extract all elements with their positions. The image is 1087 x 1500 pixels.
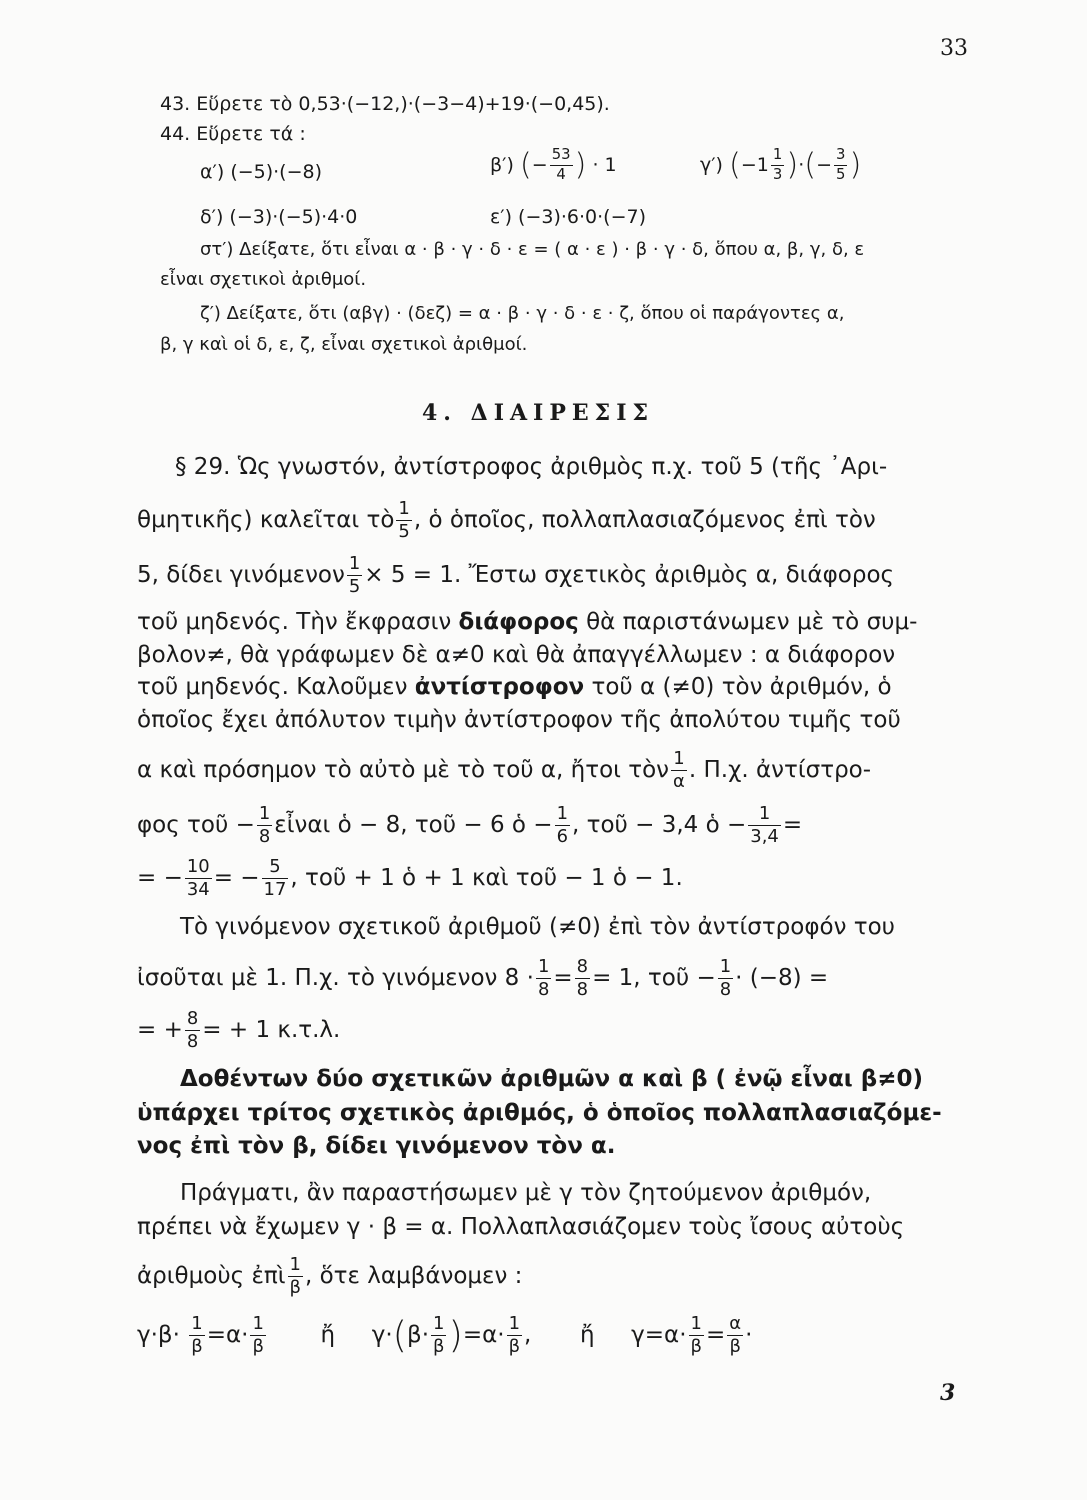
body-line-1 [175,452,887,482]
text: = + [137,1016,183,1043]
paren: ( [519,147,532,183]
paren: ( [729,147,741,183]
denominator: 17 [263,878,287,900]
denominator: 6 [556,825,568,847]
expr: (−3)·6·0·(−7) [518,206,647,228]
text: = [553,964,573,991]
minus2: − [816,153,833,176]
numerator: 1 [252,1313,264,1334]
body-line-6 [137,672,892,702]
denominator: β [508,1335,521,1357]
denominator: 8 [258,825,271,847]
expr: (−5)·(−8) [230,161,323,183]
exercise-44-a [200,160,322,184]
eq-part: β· [407,1321,430,1348]
fraction-ten-34 [185,858,212,899]
eq-or: ἤ [320,1321,336,1348]
denominator: β [433,1335,445,1357]
denominator: β [727,1335,743,1356]
denominator: 5 [348,575,361,597]
text: τοῦ α (≠0) τὸν ἀριθμόν, ὁ [591,674,892,700]
fraction-one-sixth [555,805,570,846]
text: = − [213,864,260,891]
label: β′) [490,153,514,176]
minus: − [531,153,548,176]
text: 5, δίδει γινόμενον [137,561,345,588]
exercise-44-c [700,148,861,183]
fraction-five-17 [262,858,289,899]
label: α′) [200,161,225,183]
text: ἀριθμοὺς ἐπὶ [137,1262,286,1289]
dot: · [798,153,805,176]
paren: ( [392,1313,408,1357]
paren: ) [574,147,587,183]
numerator: 1 [758,803,771,824]
paren: ) [786,147,799,183]
numerator: 1 [556,803,568,824]
exercise-44-z-line2: β, γ καὶ οἱ δ, ε, ζ, εἶναι σχετικοὶ ἀριθμοί. [160,334,528,355]
text: , τοῦ − 3,4 ὁ − [571,811,747,838]
body-line-7: ὁποῖος ἔχει ἀπόλυτον τιμὴν ἀντίστροφον τῆς ἀπολύτου τιμῆς τοῦ [137,707,901,733]
fraction-one-alpha [671,750,687,791]
body-line-10 [137,858,683,899]
numerator: α [729,1313,742,1334]
text: τοῦ μηδενός. Τὴν ἔκφρασιν [137,609,452,635]
paren: ( [804,147,817,183]
numerator: 10 [186,856,210,877]
denominator: 3 [772,165,783,183]
exercise-44-st-line2: εἶναι σχετικοὶ ἀριθμοί. [160,269,367,290]
fraction-eight-eighths [575,958,590,999]
minus1: −1 [740,153,769,176]
numerator: 1 [191,1313,203,1334]
text: εἶναι ὁ − 8, τοῦ − 6 ὁ − [274,811,553,838]
exercise-44-e [490,205,646,229]
denominator: 8 [186,1030,199,1052]
numerator: 1 [508,1313,521,1334]
exercise-44-b [490,148,617,183]
body-line-12 [137,958,828,999]
numerator: 8 [186,1008,199,1029]
body-line-8 [137,750,871,791]
fraction-one-eighth [257,805,272,846]
fraction-alpha-beta [727,1315,743,1356]
text: . Π.χ. ἀντίστρο- [688,756,872,783]
body-line-4 [137,607,917,637]
fraction-eight-eighths [185,1010,200,1051]
numerator: 1 [289,1254,301,1275]
numerator: 1 [258,803,271,824]
text: θὰ παριστάνωμεν μὲ τὸ συμ- [586,609,918,635]
signature-mark: 3 [940,1380,956,1406]
text: = − [137,864,183,891]
proof-line-2: πρέπει νὰ ἔχωμεν γ · β = α. Πολλαπλασιάζομεν τοὺς ἴσους αὐτοὺς [137,1214,905,1240]
text: , τοῦ + 1 ὁ + 1 καὶ τοῦ − 1 ὁ − 1. [290,864,683,891]
label: ε′) [490,206,512,228]
fraction-one-beta [431,1315,446,1356]
denominator: β [690,1335,702,1357]
fraction [771,148,784,183]
section-title: 4. ΔΙΑΙΡΕΣΙΣ [422,400,655,426]
theorem-line-2: ὑπάρχει τρίτος σχετικὸς ἀριθμός, ὁ ὁποῖος πολλαπλασιαζόμε- [137,1100,942,1126]
page-number: 33 [940,36,968,61]
text: θμητικῆς) καλεῖται τὸ [137,506,395,533]
denominator: β [289,1276,301,1298]
text: = + 1 κ.τ.λ. [202,1016,341,1043]
text: φος τοῦ − [137,811,255,838]
paren: ) [448,1313,463,1357]
theorem-line-1: Δοθέντων δύο σχετικῶν ἀριθμῶν α καὶ β ( ἐνῷ εἶναι β≠0) [180,1066,923,1092]
text: = [782,811,803,838]
numerator: 1 [398,498,410,519]
numerator: 1 [719,956,732,977]
label: δ′) [200,206,224,228]
eq-part: γ· [371,1321,393,1348]
fraction-one-over-3-4 [748,805,781,846]
text: ἰσοῦται μὲ 1. Π.χ. τὸ γινόμενον 8 · [137,964,534,991]
text: · (−8) = [735,964,829,991]
numerator: 1 [433,1313,445,1334]
numerator: 1 [690,1313,702,1334]
numerator: 8 [576,956,589,977]
denominator: α [673,770,685,792]
eq-part: γ=α· [631,1321,687,1348]
text: α καὶ πρόσημον τὸ αὐτὸ μὲ τὸ τοῦ α, ἤτοι τὸν [137,756,670,783]
exercise-44-z-line1: ζ′) Δείξατε, ὅτι (αβγ) · (δεζ) = α · β · γ · δ · ε · ζ, ὅπου οἱ παράγοντες α, [200,303,845,324]
proof-line-3 [137,1256,522,1297]
text: § 29. Ὡς γνωστόν, ἀντίστροφος ἀριθμὸς π.χ. τοῦ 5 (τῆς ᾽Αρι- [175,454,888,480]
eq-part: =α· [462,1321,505,1348]
term-antistrofon: ἀντίστροφον [414,674,585,700]
fraction [834,148,847,183]
numerator: 1 [772,146,783,163]
text: , ὁ ὁποῖος, πολλαπλασιαζόμενος ἐπὶ τὸν [413,506,876,533]
paren: ) [849,147,862,183]
tail: · 1 [592,153,617,176]
body-line-9 [137,805,802,846]
proof-line-1: Πράγματι, ἂν παραστήσωμεν μὲ γ τὸν ζητούμενον ἀριθμόν, [180,1180,872,1206]
numerator: 3 [836,146,846,163]
body-line-5: βολον≠, θὰ γράφωμεν δὲ α≠0 καὶ θὰ ἀπαγγέλλωμεν : α διάφορον [137,642,896,668]
eq-part: =α· [206,1321,249,1348]
denominator: 5 [398,520,410,542]
fraction-one-beta [288,1256,303,1297]
term-diaforos: διάφορος [458,609,579,635]
fraction-one-beta [507,1315,522,1356]
text: = 1, τοῦ − [592,964,716,991]
eq-part: · [745,1321,753,1348]
eq-or: ἤ [579,1321,595,1348]
denominator: 8 [537,978,550,1000]
eq-part: γ·β· [137,1321,180,1348]
numerator: 5 [269,856,281,877]
equation-line: γ·β· $\frac{1}{\beta}$ =α· $\frac{1}{\beta}$ ἤ γ·(β· $\frac{1}{\beta}$ )=α· $\frac{1}{\beta}$ , ἤ γ=α· $\frac{1}{\beta}$ = $\frac{\alpha}{\beta}$ · [137,1313,753,1357]
fraction-one-beta [189,1315,204,1356]
fraction-one-beta [250,1315,265,1356]
denominator: 5 [836,165,846,183]
fraction-one-eighth [718,958,733,999]
numerator: 53 [551,146,571,163]
denominator: β [191,1335,203,1357]
denominator: 4 [550,165,573,183]
eq-part: = [705,1321,726,1348]
text: × 5 = 1. Ἔστω σχετικὸς ἀριθμὸς α, διάφορος [364,561,895,588]
denominator: 8 [576,978,589,1000]
denominator: 3,4 [750,825,779,847]
body-line-2 [137,500,876,541]
numerator: 1 [348,553,361,574]
exercise-44: 44. Εὕρετε τά : [160,123,306,145]
theorem-line-3: νος ἐπὶ τὸν β, δίδει γινόμενον τὸν α. [137,1133,616,1159]
fraction [550,148,573,183]
fraction-one-fifth [347,555,362,596]
body-line-13 [137,1010,340,1051]
text: , ὅτε λαμβάνομεν : [304,1262,523,1289]
exercise-44-st-line1: στ′) Δείξατε, ὅτι εἶναι α · β · γ · δ · ε = ( α · ε ) · β · γ · δ, ὅπου α, β, γ, δ, ε [200,239,865,260]
label: γ′) [700,153,723,176]
denominator: 8 [719,978,732,1000]
exercise-43: 43. Εὕρετε τὸ 0,53·(−12,)·(−3−4)+19·(−0,45). [160,93,610,115]
text: τοῦ μηδενός. Καλοῦμεν [137,674,408,700]
numerator: 1 [537,956,550,977]
expr: (−3)·(−5)·4·0 [229,206,358,228]
denominator: β [252,1335,264,1357]
fraction-one-beta [689,1315,704,1356]
fraction-one-fifth [396,500,411,541]
fraction-one-eighth [536,958,551,999]
numerator: 1 [673,748,685,769]
body-line-3 [137,555,894,596]
exercise-44-d [200,205,357,229]
denominator: 34 [186,878,210,900]
body-line-11: Τὸ γινόμενον σχετικοῦ ἀριθμοῦ (≠0) ἐπὶ τὸν ἀντίστροφόν του [180,914,895,940]
